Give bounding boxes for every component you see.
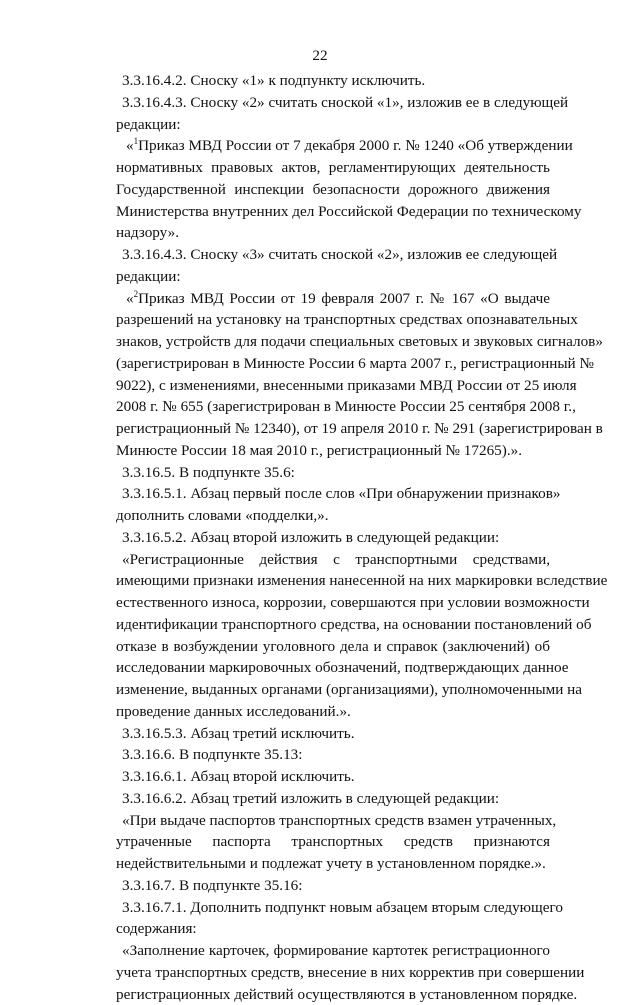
line-text: дополнить словами «подделки,». (116, 507, 329, 524)
line-text: знаков, устройств для подачи специальных световых и звуковых сигналов» (116, 333, 603, 350)
line-text: отказе в возбуждении уголовного дела и справок (заключений) об (116, 637, 550, 655)
text-line (116, 158, 550, 178)
line-text: редакции: (116, 267, 181, 285)
text-line (116, 419, 603, 439)
text-line (122, 550, 550, 570)
text-line (116, 680, 582, 700)
text-line (116, 223, 550, 243)
line-text: регистрационный № 12340), от 19 апреля 2010 г. № 291 (зарегистрирован в (116, 420, 603, 437)
text-line (116, 180, 550, 200)
line-text: 3.3.16.5.2. Абзац второй изложить в следующей редакции: (122, 528, 500, 546)
text-line (122, 71, 550, 91)
line-text: регистрационных действий осуществляются в установленном порядке. (116, 985, 578, 1003)
line-text: утраченные паспорта транспортных средств признаются (116, 833, 550, 851)
page-number: 22 (312, 47, 328, 64)
line-text: Государственной инспекции безопасности дорожного движения (116, 180, 550, 198)
quote-mark: « (126, 289, 134, 307)
footnote-marker: 2 (133, 288, 139, 299)
text-line (126, 136, 573, 156)
line-text: 2008 г. № 655 (зарегистрирован в Минюсте России 25 сентября 2008 г., (116, 398, 576, 416)
line-text: (зарегистрирован в Минюсте России 6 марта 2007 г., регистрационный № (116, 354, 594, 372)
line-text: учета транспортных средств, внесение в них корректив при совершении (116, 963, 585, 981)
text-line (116, 202, 582, 222)
text-line (122, 811, 557, 831)
line-text: «Заполнение карточек, формирование картотек регистрационного (122, 942, 550, 959)
text-line (116, 267, 550, 287)
text-line (122, 463, 550, 483)
line-text: исследовании маркировочных обозначений, подтверждающих данное (116, 659, 569, 677)
text-line (116, 571, 608, 591)
text-line (122, 767, 550, 787)
quote-mark: « (126, 137, 134, 155)
line-text: Министерства внутренних дел Российской Федерации по техническому (116, 202, 582, 220)
text-line (116, 637, 550, 657)
line-text: 3.3.16.4.3. Сноску «3» считать сноской «2», изложив ее следующей (122, 246, 558, 263)
text-line (122, 876, 550, 896)
text-line (126, 289, 550, 309)
line-text: 9022), с изменениями, внесенными приказами МВД России от 25 июля (116, 376, 577, 394)
line-text: 3.3.16.6.1. Абзац второй исключить. (122, 768, 355, 785)
line-text: 3.3.16.6. В подпункте 35.13: (122, 746, 303, 764)
line-text: 3.3.16.4.2. Сноску «1» к подпункту исключить. (122, 72, 426, 89)
text-line (116, 115, 550, 135)
line-text: изменение, выданных органами (организациями), уполномоченными на (116, 681, 582, 698)
text-line (122, 245, 558, 265)
text-line (116, 397, 576, 417)
text-line (116, 963, 585, 983)
line-text: нормативных правовых актов, регламентирующих деятельность (116, 159, 550, 176)
line-text: «Регистрационные действия с транспортными средствами, (122, 550, 550, 568)
text-line (116, 832, 550, 852)
line-text: идентификации транспортного средства, на основании постановлений об (116, 615, 592, 633)
text-line (116, 310, 578, 330)
text-line (122, 484, 561, 504)
text-line (116, 919, 550, 939)
line-text: «При выдаче паспортов транспортных средств взамен утраченных, (122, 811, 557, 829)
line-text: разрешений на установку на транспортных средствах опознавательных (116, 311, 578, 329)
line-text: 3.3.16.7.1. Дополнить подпункт новым абзацем вторым следующего (122, 898, 563, 916)
line-text: надзору». (116, 224, 180, 242)
text-line (116, 615, 592, 635)
text-line (122, 789, 550, 809)
text-line (116, 332, 603, 352)
text-line (122, 93, 569, 113)
line-text: Приказ МВД России от 19 февраля 2007 г. № 167 «О выдаче (138, 289, 550, 307)
text-line (122, 941, 550, 961)
line-text: 3.3.16.6.2. Абзац третий изложить в следующей редакции: (122, 789, 500, 807)
line-text: 3.3.16.7. В подпункте 35.16: (122, 876, 303, 894)
line-text: Приказ МВД России от 7 декабря 2000 г. № 1240 «Об утверждении (138, 137, 573, 155)
line-text: имеющими признаки изменения нанесенной на них маркировки вследствие (116, 572, 608, 590)
text-line (116, 658, 569, 678)
text-line (116, 376, 577, 396)
line-text: проведение данных исследований.». (116, 702, 351, 720)
text-line (116, 506, 550, 526)
text-line (116, 985, 578, 1005)
text-line (116, 354, 594, 374)
line-text: Минюсте России 18 мая 2010 г., регистрационный № 17265).». (116, 441, 523, 459)
text-line (116, 441, 550, 461)
line-text: 3.3.16.4.3. Сноску «2» считать сноской «1», изложив ее в следующей (122, 93, 569, 111)
line-text: 3.3.16.5.1. Абзац первый после слов «При обнаружении признаков» (122, 485, 561, 503)
text-line (122, 528, 550, 548)
text-line (122, 898, 563, 918)
line-text: 3.3.16.5. В подпункте 35.6: (122, 463, 295, 481)
text-line (116, 593, 590, 613)
line-text: 3.3.16.5.3. Абзац третий исключить. (122, 724, 355, 742)
text-line (116, 854, 550, 874)
text-line (122, 745, 550, 765)
text-line (116, 702, 550, 722)
line-text: естественного износа, коррозии, совершаются при условии возможности (116, 594, 590, 611)
line-text: содержания: (116, 920, 197, 938)
line-text: недействительными и подлежат учету в установленном порядке.». (116, 855, 546, 872)
line-text: редакции: (116, 115, 181, 133)
text-line (122, 724, 550, 744)
footnote-marker: 1 (133, 136, 139, 147)
